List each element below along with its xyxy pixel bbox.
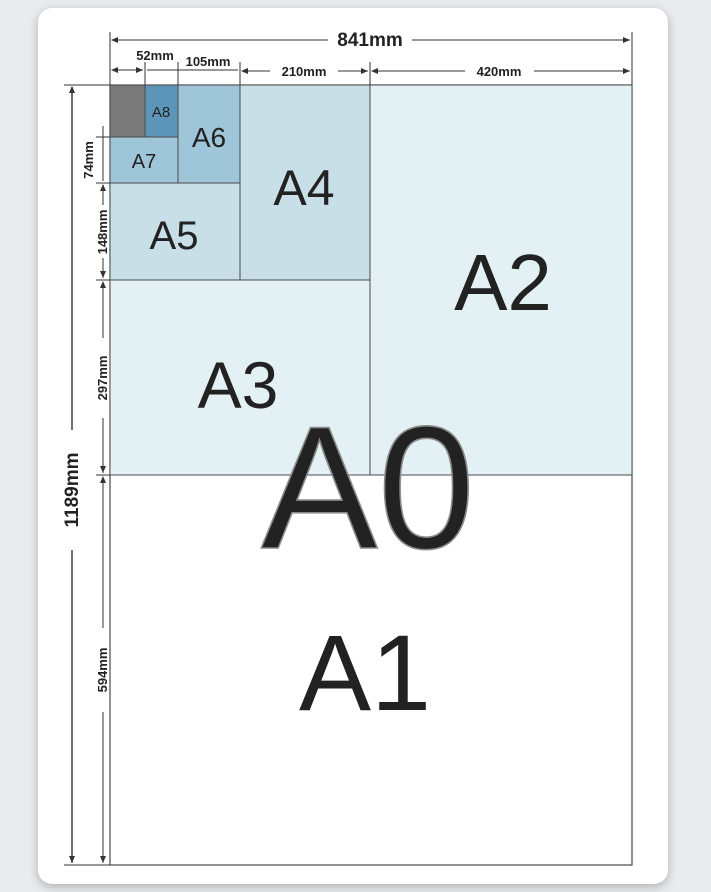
label-a4: A4 [273, 160, 335, 216]
dim-210mm: 210mm [281, 64, 327, 79]
dim-841mm: 841mm [337, 30, 403, 51]
label-a0: A0 [260, 391, 476, 586]
dim-594mm: 594mm [95, 647, 110, 693]
label-a3: A3 [197, 348, 279, 422]
label-a2: A2 [454, 238, 552, 327]
dim-420mm: 420mm [476, 64, 522, 79]
sheet-a9 [110, 85, 145, 137]
label-a6: A6 [191, 122, 227, 153]
dim-148mm: 148mm [95, 209, 110, 255]
label-a7: A7 [131, 151, 157, 173]
label-a1: A1 [298, 612, 432, 733]
dim-52mm: 52mm [136, 48, 174, 63]
dim-74mm: 74mm [81, 141, 96, 179]
dim-297mm: 297mm [95, 355, 110, 401]
label-a8: A8 [151, 104, 171, 121]
dim-1189mm: 1189mm [62, 452, 83, 528]
dim-105mm: 105mm [185, 54, 231, 69]
label-a5: A5 [149, 214, 199, 258]
